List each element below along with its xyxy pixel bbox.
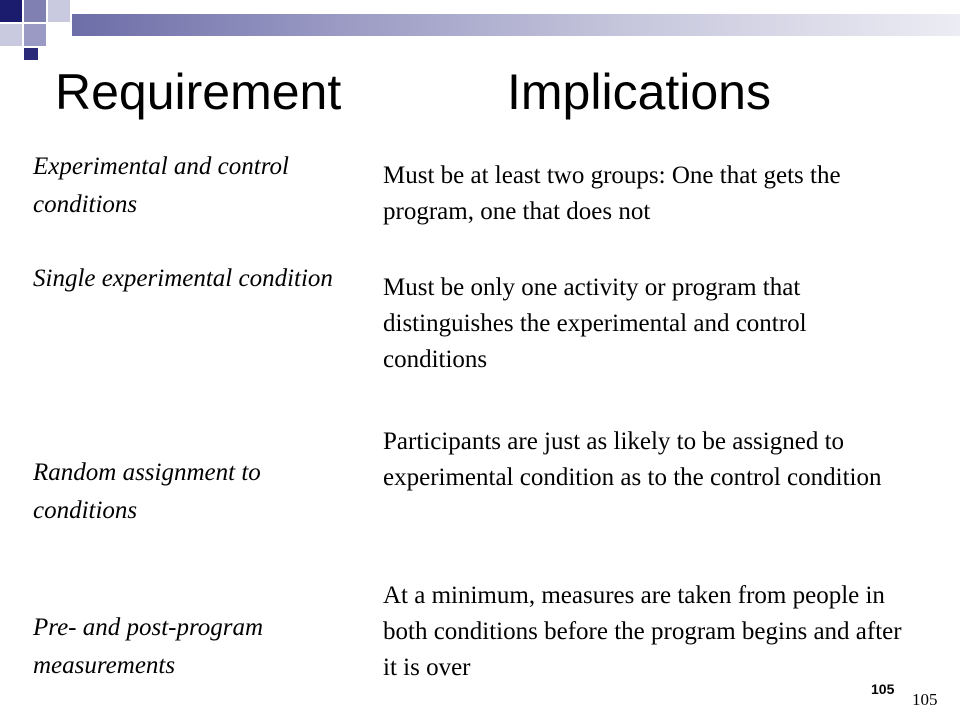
- page-number-bold: 105: [871, 681, 895, 697]
- requirement-item-4: Pre- and post-program measurements: [33, 614, 264, 679]
- page-number: 105: [912, 690, 938, 709]
- decor-square-navy-2: [24, 48, 38, 60]
- implication-item-2: Must be only one activity or program that distinguishes the experimental and control conditions: [383, 274, 807, 373]
- decor-square-light: [48, 0, 70, 22]
- decor-square-navy: [0, 0, 22, 22]
- implication-item-1: Must be at least two groups: One that gets the program, one that does not: [383, 162, 841, 225]
- heading-implications: Implications: [507, 64, 771, 120]
- requirement-item-1: Experimental and control conditions: [33, 153, 289, 218]
- requirement-item-3: Random assignment to conditions: [33, 459, 261, 524]
- implication-item-3: Participants are just as likely to be assigned to experimental condition as to the control condition: [383, 428, 882, 491]
- decor-square-slate: [24, 0, 46, 22]
- title-decoration: [0, 0, 960, 60]
- decor-square-slate-2: [24, 24, 46, 46]
- requirement-item-2: Single experimental condition: [33, 265, 333, 292]
- implication-item-4: At a minimum, measures are taken from people in both conditions before the program begins and after it is over: [383, 582, 902, 681]
- heading-requirement: Requirement: [55, 64, 342, 120]
- decor-square-lavender: [0, 24, 22, 46]
- title-gradient-bar: [72, 14, 960, 36]
